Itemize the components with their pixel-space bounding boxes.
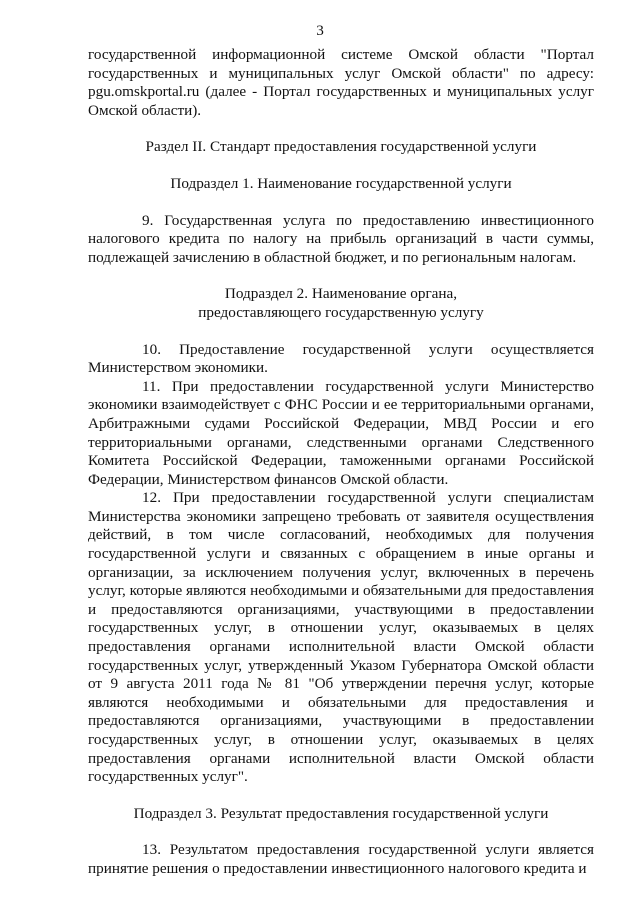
document-body: [88, 46, 594, 879]
subsection-2-title-line-2: предоставляющего государственную услугу: [198, 303, 484, 321]
section-title: Раздел II. Стандарт предоставления государственной услуги: [145, 138, 537, 156]
page-number: 3: [316, 22, 324, 39]
subsection-3-title: Подраздел 3. Результат предоставления государственной услуги: [133, 804, 549, 822]
paragraph-10: 10. Предоставление государственной услуги осуществляется Министерством экономики.: [88, 340, 594, 377]
paragraph-11: 11. При предоставлении государственной услуги Министерство экономики взаимодействует с ФНС России и ее территориальными органами, Арбитражными судами Российской Федерации, МВД России и его территориальными органами, следственными органами Следственного Комитета Российской Федерации, таможенными органами Российской Федерации, Министерством финансов Омской области.: [88, 377, 594, 488]
paragraph-12: 12. При предоставлении государственной услуги специалистам Министерства экономики запрещено требовать от заявителя осуществления действий, в том числе согласований, необходимых для получения государственной услуги и связанных с обращением в иные органы и организации, за исключением получения услуг, включенных в перечень услуг, которые являются необходимыми и обязательными для предоставления и предоставляются организациями, участвующими в предоставлении государственных услуг, в отношении услуг, оказываемых в целях предоставления органами исполнительной власти Омской области государственных услуг, утвержденный Указом Губернатора Омской области от 9 августа 2011 года № 81 "Об утверждении перечня услуг, которые являются необходимыми и обязательными для предоставления и предоставляются организациями, участвующими в предоставлении государственных услуг, в отношении услуг, оказываемых в целях предоставления органами исполнительной власти Омской области государственных услуг".: [88, 489, 594, 786]
paragraph-13: 13. Результатом предоставления государственной услуги является принятие решения о предоставлении инвестиционного налогового кредита и: [88, 841, 594, 877]
paragraph-9: 9. Государственная услуга по предоставлению инвестиционного налогового кредита по налогу на прибыль организаций в части суммы, подлежащей зачислению в областной бюджет, и по региональным налогам.: [88, 211, 594, 266]
subsection-2-title-line-1: Подраздел 2. Наименование органа,: [224, 285, 458, 303]
intro-paragraph: государственной информационной системе Омской области "Портал государственных и муниципальных услуг Омской области" по адресу: pgu.omskportal.ru (далее - Портал государственных и муниципальных услуг Омской области).: [88, 46, 594, 119]
subsection-1-title: Подраздел 1. Наименование государственной услуги: [170, 174, 512, 192]
